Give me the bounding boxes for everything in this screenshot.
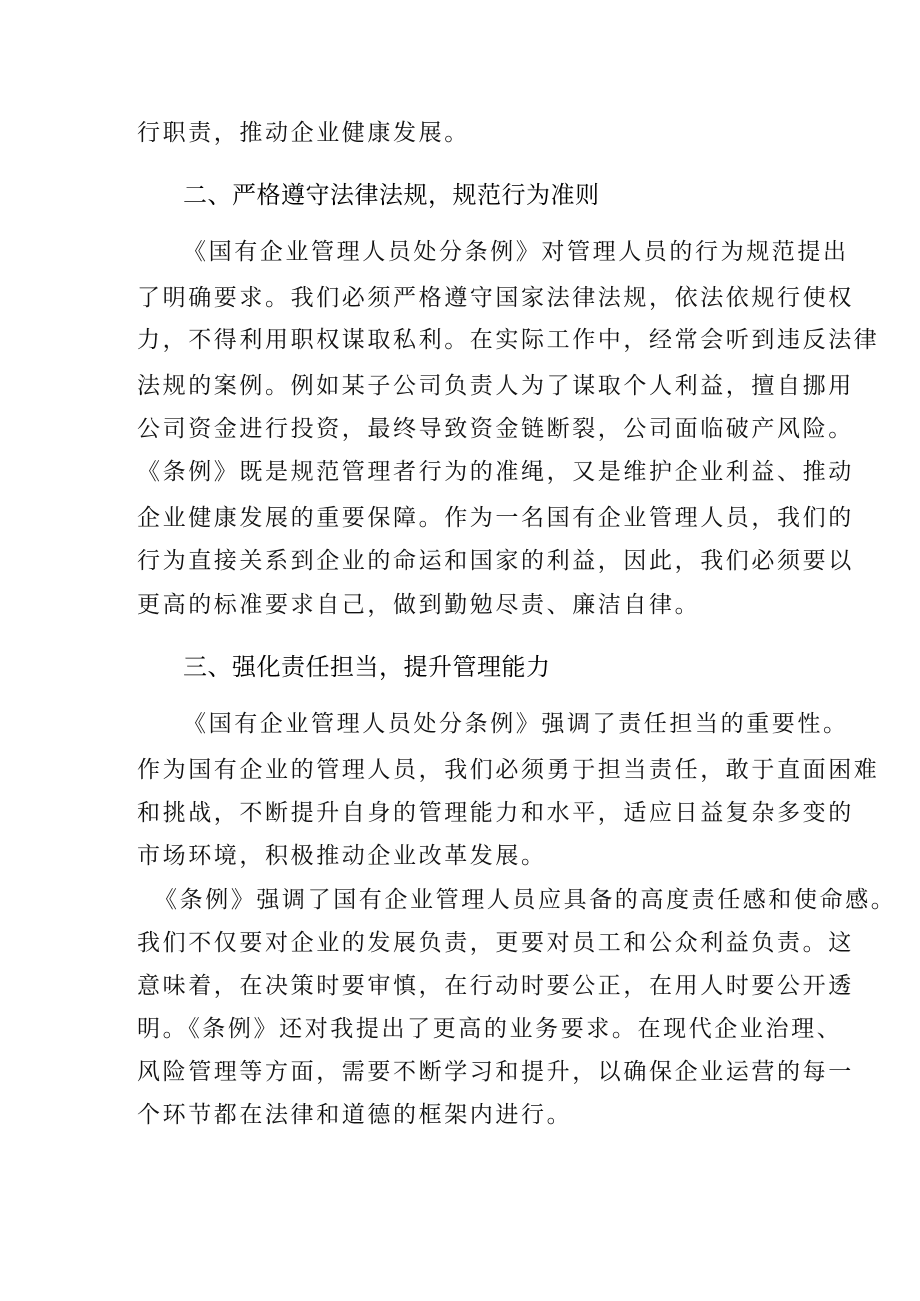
paragraph-line: 明。《条例》还对我提出了更高的业务要求。在现代企业治理、: [137, 1016, 843, 1042]
section-heading-3: 三、强化责任担当，提升管理能力: [183, 653, 551, 681]
paragraph-line: 法规的案例。例如某子公司负责人为了谋取个人利益，擅自挪用: [137, 373, 854, 399]
section-heading-2: 二、严格遵守法律法规，规范行为准则: [183, 181, 600, 209]
paragraph-line: 《国有企业管理人员处分条例》强调了责任担当的重要性。: [183, 711, 849, 737]
paragraph-line: 更高的标准要求自己，做到勤勉尽责、廉洁自律。: [137, 592, 701, 618]
paragraph-line: 我们不仅要对企业的发展负责，更要对员工和公众利益负责。这: [137, 930, 854, 956]
paragraph-line: 《条例》强调了国有企业管理人员应具备的高度责任感和使命感。: [154, 887, 897, 913]
intro-line: 行职责，推动企业健康发展。: [137, 120, 470, 146]
paragraph-line: 公司资金进行投资，最终导致资金链断裂，公司面临破产风险。: [137, 416, 854, 442]
paragraph-line: 和挑战，不断提升自身的管理能力和水平，适应日益复杂多变的: [137, 800, 854, 826]
paragraph-line: 了明确要求。我们必须严格遵守国家法律法规，依法依规行使权: [137, 285, 854, 311]
paragraph-line: 《条例》既是规范管理者行为的准绳，又是维护企业利益、推动: [137, 459, 854, 485]
paragraph-line: 作为国有企业的管理人员，我们必须勇于担当责任，敢于直面困难: [137, 757, 880, 783]
paragraph-line: 个环节都在法律和道德的框架内进行。: [137, 1102, 573, 1128]
paragraph-line: 行为直接关系到企业的命运和国家的利益，因此，我们必须要以: [137, 548, 854, 574]
paragraph-line: 企业健康发展的重要保障。作为一名国有企业管理人员，我们的: [137, 505, 854, 531]
paragraph-line: 《国有企业管理人员处分条例》对管理人员的行为规范提出: [183, 239, 849, 265]
paragraph-line: 意味着，在决策时要审慎，在行动时要公正，在用人时要公开透: [137, 973, 854, 999]
paragraph-line: 力，不得利用职权谋取私利。在实际工作中，经常会听到违反法律: [137, 327, 880, 353]
paragraph-line: 市场环境，积极推动企业改革发展。: [137, 843, 547, 869]
paragraph-line: 风险管理等方面，需要不断学习和提升，以确保企业运营的每一: [137, 1059, 854, 1085]
